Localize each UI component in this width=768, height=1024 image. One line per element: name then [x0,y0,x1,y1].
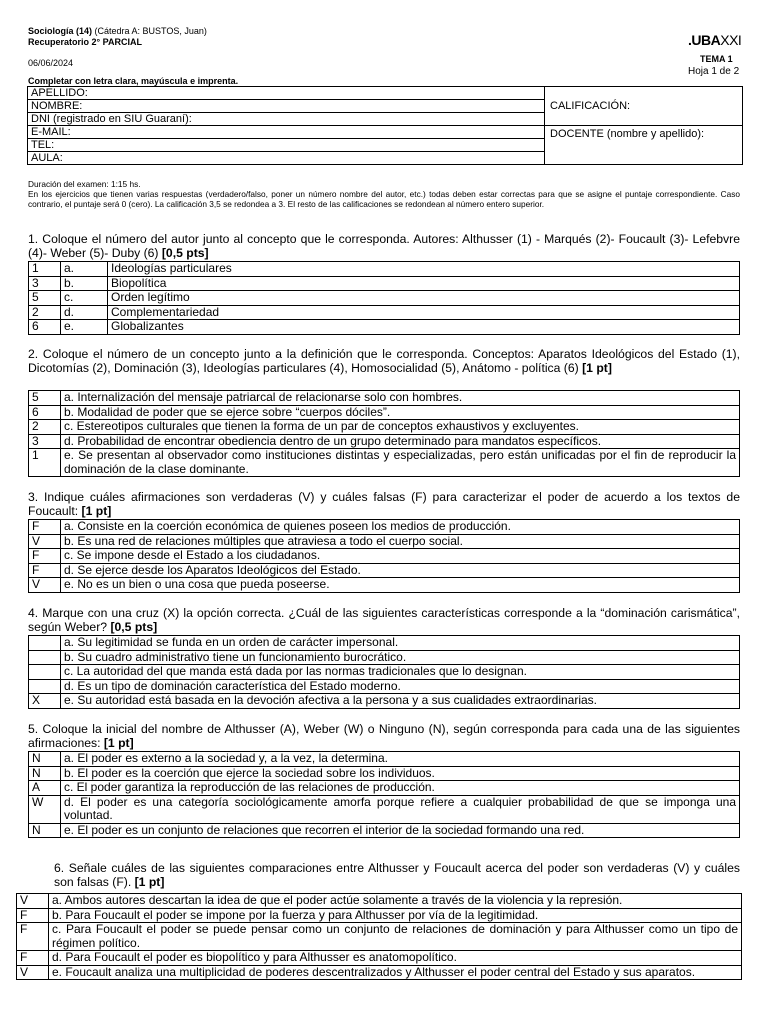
answer-cell[interactable]: F [29,563,61,578]
item-text: b. Para Foucault el poder se impone por la fuerza y para Althusser por vía de la legitimidad. [49,908,742,923]
field-calificacion: CALIFICACIÓN: [545,87,743,126]
table-row [17,894,742,909]
answer-cell[interactable] [29,650,61,665]
table-row [29,795,740,823]
field-apellido[interactable]: APELLIDO: [28,87,545,100]
item-letter: d. [61,305,108,320]
item-text: b. Es una red de relaciones múltiples que atraviesa a todo el cuerpo social. [61,534,740,549]
answer-cell[interactable] [29,665,61,680]
exam-date: 06/06/2024 [28,58,74,68]
table-row [29,405,740,420]
table-row [29,578,740,593]
table-row [29,449,740,477]
course-name: Sociología (14) [28,26,93,36]
item-text: a. Ambos autores descartan la idea de que el poder actúe solamente a través de la violencia y la represión. [49,894,742,909]
item-text: d. Probabilidad de encontrar obediencia dentro de un grupo determinado para mandatos específicos. [61,434,740,449]
question-4-table [28,635,740,709]
item-text: d. Se ejerce desde los Aparatos Ideológicos del Estado. [61,563,740,578]
table-row [29,650,740,665]
item-text: Biopolítica [108,276,740,291]
question-1-table [28,261,740,335]
answer-cell[interactable]: 6 [29,320,61,335]
item-text: d. Para Foucault el poder es biopolítico y para Althusser es anatomopolítico. [49,951,742,966]
course-chair: (Cátedra A: BUSTOS, Juan) [92,26,207,36]
item-text: c. Para Foucault el poder se puede pensar como un conjunto de relaciones de dominación y para Althusser como un tipo de régimen político. [49,923,742,951]
table-row [29,752,740,767]
question-5-prompt [28,723,740,750]
item-text: Complementariedad [108,305,740,320]
item-text: e. Foucault analiza una multiplicidad de poderes descentralizados y Althusser el poder central del Estado y sus aparatos. [49,965,742,980]
answer-cell[interactable]: W [29,795,61,823]
answer-cell[interactable]: F [17,951,49,966]
item-text: e. Su autoridad está basada en la devoción afectiva a la persona y a sus cualidades extraordinarias. [61,694,740,709]
question-5-points: [1 pt] [103,735,134,750]
exam-title: Recuperatorio 2° PARCIAL [28,37,142,47]
table-row [29,434,740,449]
answer-cell[interactable] [29,679,61,694]
item-text: c. Estereotipos culturales que tienen la forma de un par de conceptos exhaustivos y excluyentes. [61,420,740,435]
answer-cell[interactable]: X [29,694,61,709]
item-text: c. El poder garantiza la reproducción de las relaciones de producción. [61,781,740,796]
question-2-table [28,390,740,477]
question-6-points: [1 pt] [134,874,165,889]
field-email[interactable]: E-MAIL: [28,126,545,139]
answer-cell[interactable]: 6 [29,405,61,420]
answer-cell[interactable]: V [29,578,61,593]
question-3-prompt [28,491,740,518]
answer-cell[interactable]: 2 [29,420,61,435]
question-1-prompt [28,233,740,260]
logo-thin: XXI [720,32,742,48]
question-6-prompt [54,862,740,889]
answer-cell[interactable]: N [29,823,61,838]
question-4-prompt [28,607,740,634]
item-text: Orden legítimo [108,291,740,306]
field-nombre[interactable]: NOMBRE: [28,100,545,113]
question-5-table [28,751,740,838]
answer-cell[interactable]: N [29,766,61,781]
item-text: a. Internalización del mensaje patriarcal de relacionarse solo con hombres. [61,391,740,406]
table-row [29,305,740,320]
table-row [29,694,740,709]
table-row [29,391,740,406]
table-row [29,665,740,680]
exam-rules: En los ejercicios que tienen varias respuestas (verdadero/falso, poner un número nombre del autor, etc.) todas deben estar correctas para que se asigne el puntaje correspondiente. Caso contrario, el puntaje será 0 (cero). La calificación 3,5 se redondea a 3. El resto de las calificaciones se redondean al número entero superior. [28,189,740,209]
field-aula[interactable]: AULA: [28,152,545,165]
answer-cell[interactable]: 1 [29,449,61,477]
answer-cell[interactable]: F [17,923,49,951]
item-text: d. Es un tipo de dominación característica del Estado moderno. [61,679,740,694]
answer-cell[interactable]: F [17,908,49,923]
answer-cell[interactable]: V [17,965,49,980]
question-5-text: 5. Coloque la inicial del nombre de Althusser (A), Weber (W) o Ninguno (N), según corresponda para cada una de las siguientes afirmaciones: [28,722,740,750]
table-row [29,766,740,781]
item-text: b. El poder es la coerción que ejerce la sociedad sobre los individuos. [61,766,740,781]
table-row [29,636,740,651]
item-letter: e. [61,320,108,335]
field-docente[interactable]: DOCENTE (nombre y apellido): [545,126,743,165]
table-row [29,262,740,277]
question-2-text: 2. Coloque el número de un concepto junto a la definición que le corresponda. Conceptos: Aparatos Ideológicos del Estado (1), Dicotomías (2), Dominación (3), Ideologías particulares (4), Homosocialidad (5), Anátomo - política (6) [28,347,740,375]
question-3-text: 3. Indique cuáles afirmaciones son verdaderas (V) y cuáles falsas (F) para caracterizar el poder de acuerdo a los textos de Foucault: [28,490,740,518]
table-row [29,420,740,435]
item-text: Ideologías particulares [108,262,740,277]
item-text: b. Modalidad de poder que se ejerce sobre “cuerpos dóciles”. [61,405,740,420]
logo-main: .UBA [688,32,721,48]
question-6-text: 6. Señale cuáles de las siguientes comparaciones entre Althusser y Foucault acerca del poder son verdaderas (V) y cuáles son falsas (F). [54,861,740,889]
item-text: d. El poder es una categoría sociológicamente amorfa porque refiere a cualquier probabilidad de que se imponga una voluntad. [61,795,740,823]
student-id-form [27,86,743,165]
table-row [29,549,740,564]
answer-cell[interactable]: V [29,534,61,549]
course-line [28,26,207,37]
item-text: e. El poder es un conjunto de relaciones que recorren el interior de la sociedad formando una red. [61,823,740,838]
question-6-table [16,893,742,980]
answer-cell[interactable]: V [17,894,49,909]
question-4-points: [0,5 pts] [110,619,158,634]
answer-cell[interactable]: F [29,520,61,535]
table-row [17,951,742,966]
uba-xxi-logo [688,32,741,48]
question-1-text: 1. Coloque el número del autor junto al concepto que le corresponda. Autores: Althusser (1) - Marqués (2)- Foucault (3)- Lefebvre (4)- Weber (5)- Duby (6) [28,232,740,260]
table-row [29,781,740,796]
item-letter: b. [61,276,108,291]
item-letter: a. [61,262,108,277]
page-count: Hoja 1 de 2 [688,66,740,77]
table-row [17,965,742,980]
item-text: e. Se presentan al observador como instituciones distintas y especializadas, pero están unificadas por el fin de reproducir la dominación de la clase dominante. [61,449,740,477]
answer-cell[interactable] [29,636,61,651]
item-text: b. Su cuadro administrativo tiene un funcionamiento burocrático. [61,650,740,665]
item-letter: c. [61,291,108,306]
question-4-text: 4. Marque con una cruz (X) la opción correcta. ¿Cuál de las siguientes características corresponde a la “dominación carismática”, según Weber? [28,606,740,634]
answer-cell[interactable]: 3 [29,434,61,449]
answer-cell[interactable]: 1 [29,262,61,277]
item-text: e. No es un bien o una cosa que pueda poseerse. [61,578,740,593]
table-row [29,679,740,694]
question-1-points: [0,5 pts] [161,245,209,260]
form-instruction: Completar con letra clara, mayúscula e imprenta. [28,76,239,86]
table-row [29,534,740,549]
field-dni[interactable]: DNI (registrado en SIU Guaraní): [28,113,545,126]
item-text: c. La autoridad del que manda está dada por las normas tradicionales que lo designan. [61,665,740,680]
table-row [17,908,742,923]
field-tel[interactable]: TEL: [28,139,545,152]
answer-cell[interactable]: N [29,752,61,767]
item-text: Globalizantes [108,320,740,335]
table-row [29,520,740,535]
table-row [29,291,740,306]
answer-cell[interactable]: 5 [29,291,61,306]
item-text: a. El poder es externo a la sociedad y, a la vez, la determina. [61,752,740,767]
question-3-points: [1 pt] [81,503,112,518]
answer-cell[interactable]: A [29,781,61,796]
tema-label: TEMA 1 [700,54,733,64]
answer-cell[interactable]: F [29,549,61,564]
item-text: a. Consiste en la coerción económica de quienes poseen los medios de producción. [61,520,740,535]
exam-duration: Duración del examen: 1:15 hs. [28,179,141,189]
question-2-points: [1 pt] [582,360,612,375]
answer-cell[interactable]: 2 [29,305,61,320]
table-row [29,823,740,838]
question-2-prompt [28,348,740,375]
question-3-table [28,519,740,593]
answer-cell[interactable]: 5 [29,391,61,406]
item-text: c. Se impone desde el Estado a los ciudadanos. [61,549,740,564]
table-row [17,923,742,951]
table-row [29,320,740,335]
table-row [29,563,740,578]
item-text: a. Su legitimidad se funda en un orden de carácter impersonal. [61,636,740,651]
table-row [29,276,740,291]
answer-cell[interactable]: 3 [29,276,61,291]
